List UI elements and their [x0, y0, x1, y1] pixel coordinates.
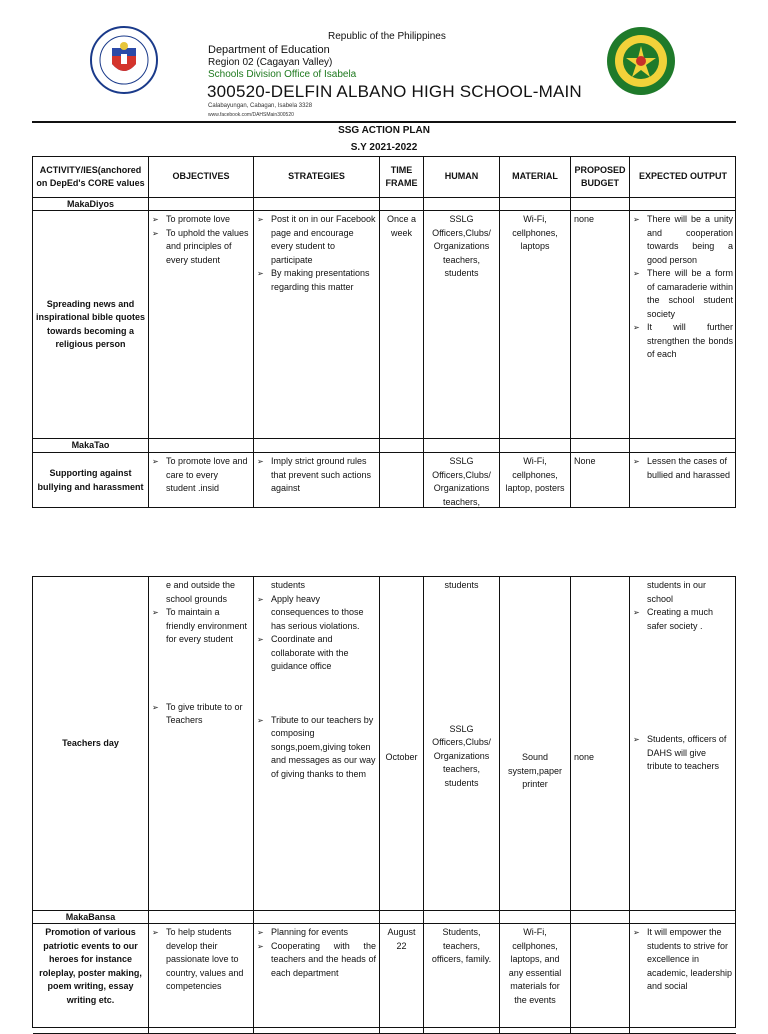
header-divider — [32, 121, 736, 123]
strategies-cell — [254, 924, 380, 1034]
republic-text: Republic of the Philippines — [328, 31, 446, 42]
list-item: ➢ To promote love and care to every student .insid — [152, 455, 250, 496]
objectives-cell — [149, 453, 254, 508]
list-item: ➢ By making presentations regarding this matter — [257, 267, 376, 294]
activity-cell: Supporting against bullying and harassment — [33, 453, 149, 508]
category-makatao: MakaTao — [33, 439, 149, 453]
budget-cell: none — [571, 211, 630, 439]
department-text: Department of Education — [208, 44, 330, 56]
list-item: ➢ Cooperating with the teachers and the heads of each department — [257, 940, 376, 981]
col-header-output: EXPECTED OUTPUT — [630, 157, 736, 198]
list-item: ➢ Planning for events — [257, 926, 376, 940]
human-cell: SSLG Officers,Clubs/ Organizations teachers, — [424, 453, 500, 508]
time-frame-cell — [380, 453, 424, 508]
school-name: 300520-DELFIN ALBANO HIGH SCHOOL-MAIN — [207, 82, 582, 101]
list-item: ➢ To help students develop their passionate love to country, values and competencies — [152, 926, 250, 994]
list-item: ➢ Imply strict ground rules that prevent such actions against — [257, 455, 376, 496]
category-makadiyos: MakaDiyos — [33, 198, 149, 211]
continued-text: e and outside the school grounds — [166, 580, 236, 604]
list-item: ➢ To uphold the values and principles of every student — [152, 227, 250, 268]
continued-text: students — [444, 580, 479, 590]
output-cell — [630, 453, 736, 508]
list-item: ➢ It will empower the students to strive for excellence in academic, leadership and social — [633, 926, 733, 994]
region-text: Region 02 (Cagayan Valley) — [208, 57, 333, 68]
time-frame-cell: August 22 — [380, 924, 424, 1034]
deped-seal-logo — [90, 26, 158, 94]
col-header-time: TIME FRAME — [380, 157, 424, 198]
strategies-cell — [254, 211, 380, 439]
strategies-cell — [254, 577, 380, 911]
list-item: ➢ To give tribute to or Teachers — [152, 701, 250, 728]
budget-value: none — [574, 752, 595, 762]
division-text: Schools Division Office of Isabela — [208, 69, 357, 80]
time-frame-value: October — [385, 752, 418, 762]
col-header-strategies: STRATEGIES — [254, 157, 380, 198]
material-value: Sound system,paper printer — [507, 752, 563, 789]
activity-cell: Promotion of various patriotic events to our heroes for instance roleplay, poster making, poem writing, essay writing etc. — [33, 924, 149, 1034]
letterhead — [0, 0, 768, 125]
list-item: ➢ Students, officers of DAHS will give tribute to teachers — [633, 733, 733, 774]
list-item: ➢ Creating a much safer society . — [633, 606, 733, 633]
material-cell: Wi-Fi, cellphones, laptops — [500, 211, 571, 439]
col-header-human: HUMAN — [424, 157, 500, 198]
human-cell: Students, teachers, officers, family. — [424, 924, 500, 1034]
list-item: ➢ It will further strengthen the bonds of each — [633, 321, 733, 362]
output-cell — [630, 924, 736, 1034]
action-plan-table-page-2 — [32, 576, 736, 1028]
facebook-link[interactable]: www.facebook.com/DAHSMain300520 — [208, 112, 294, 118]
output-cell — [630, 211, 736, 439]
list-item: ➢ Coordinate and collaborate with the guidance office — [257, 633, 376, 674]
list-item: ➢ There will be a form of camaraderie within the school student society — [633, 267, 733, 321]
time-frame-cell: Once a week — [380, 211, 424, 439]
budget-cell: None — [571, 453, 630, 508]
human-cell: SSLG Officers,Clubs/ Organizations teachers, students — [424, 211, 500, 439]
objectives-cell — [149, 211, 254, 439]
activity-cell: Spreading news and inspirational bible quotes towards becoming a religious person — [33, 211, 149, 439]
output-cell — [630, 577, 736, 911]
col-header-material: MATERIAL — [500, 157, 571, 198]
continued-text: students — [271, 580, 306, 590]
list-item: ➢ Lessen the cases of bullied and harassed — [633, 455, 733, 482]
list-item: ➢ To promote love — [152, 213, 250, 227]
action-plan-table-page-1 — [32, 156, 736, 508]
time-frame-cell — [380, 577, 424, 911]
school-year: S.Y 2021-2022 — [350, 142, 418, 153]
continued-text: students in our school — [647, 580, 707, 604]
material-cell: Wi-Fi, cellphones, laptops, and any essential materials for the events — [500, 924, 571, 1034]
budget-cell — [571, 924, 630, 1034]
category-makabansa: MakaBansa — [33, 911, 149, 924]
list-item: ➢ Post it on in our Facebook page and encourage every student to participate — [257, 213, 376, 267]
budget-cell — [571, 577, 630, 911]
list-item: ➢ Apply heavy consequences to those has serious violations. — [257, 593, 376, 634]
human-cell — [424, 577, 500, 911]
material-cell: Wi-Fi, cellphones, laptop, posters — [500, 453, 571, 508]
col-header-budget: PROPOSED BUDGET — [571, 157, 630, 198]
activity-cell: Teachers day — [33, 577, 149, 911]
strategies-cell — [254, 453, 380, 508]
list-item: ➢ Tribute to our teachers by composing songs,poem,giving token and messages as our way of giving thanks to them — [257, 714, 376, 782]
material-cell — [500, 577, 571, 911]
objectives-cell — [149, 577, 254, 911]
human-value: SSLG Officers,Clubs/ Organizations teachers, students — [432, 723, 491, 788]
col-header-objectives: OBJECTIVES — [149, 157, 254, 198]
col-header-activity: ACTIVITY/IES(anchored on DepEd's CORE values — [33, 157, 149, 198]
school-seal-logo — [606, 26, 676, 96]
document-title: SSG ACTION PLAN — [338, 125, 430, 136]
objectives-cell — [149, 924, 254, 1034]
list-item: ➢ There will be a unity and cooperation towards being a good person — [633, 213, 733, 267]
school-address: Calabayungan, Cabagan, Isabela 3328 — [208, 103, 313, 109]
list-item: ➢ To maintain a friendly environment for every student — [152, 606, 250, 647]
